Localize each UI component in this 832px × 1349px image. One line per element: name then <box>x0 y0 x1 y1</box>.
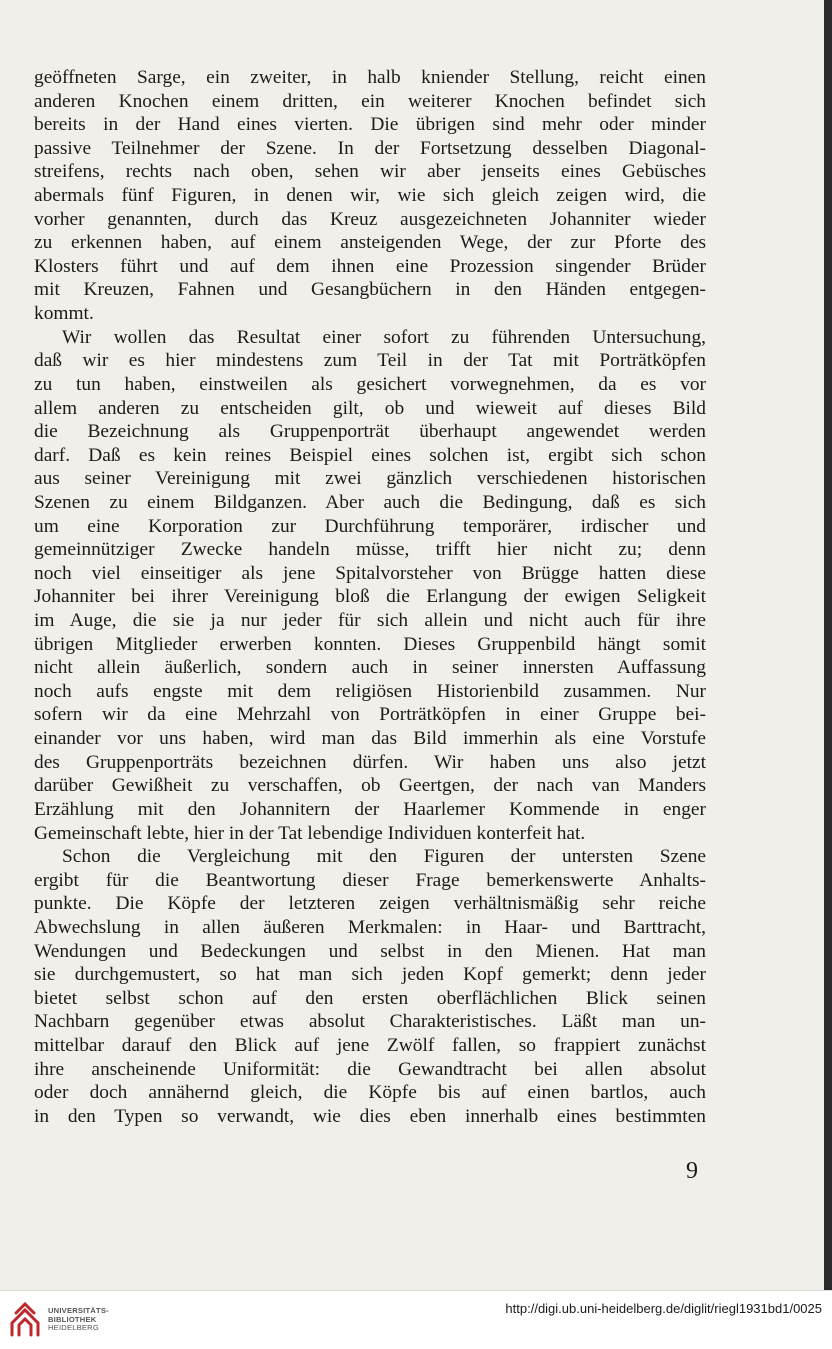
text-line: mit Kreuzen, Fahnen und Gesangbüchern in den Händen entgegen- <box>34 279 706 301</box>
text-line: darf. Daß es kein reines Beispiel eines solchen ist, ergibt sich schon <box>34 444 706 466</box>
text-line: abermals fünf Figuren, in denen wir, wie sich gleich zeigen wird, die <box>34 185 706 207</box>
library-name-line3: HEIDELBERG <box>48 1323 99 1333</box>
text-line: Klosters führt und auf dem ihnen eine Prozession singender Brüder <box>34 255 706 277</box>
text-line: ihre anscheinende Uniformität: die Gewandtracht bei allen absolut <box>34 1058 706 1080</box>
text-line: vorher genannten, durch das Kreuz ausgezeichneten Johanniter wieder <box>34 208 706 230</box>
body-text <box>34 66 706 1128</box>
text-line: oder doch annähernd gleich, die Köpfe bis auf einen bartlos, auch <box>34 1082 706 1104</box>
text-line: die Bezeichnung als Gruppenporträt überhaupt angewendet werden <box>34 421 706 443</box>
text-line: gemeinnütziger Zwecke handeln müsse, trifft hier nicht zu; denn <box>34 539 706 561</box>
text-line: ergibt für die Beantwortung dieser Frage bemerkenswerte Anhalts- <box>34 869 706 891</box>
library-name-line2: BIBLIOTHEK <box>48 1314 97 1324</box>
text-line: zu erkennen haben, auf einem ansteigenden Wege, der zur Pforte des <box>34 232 706 254</box>
text-line: nicht allein äußerlich, sondern auch in seiner innersten Auffassung <box>34 657 706 679</box>
text-line: Gemeinschaft lebte, hier in der Tat lebendige Individuen konterfeit hat. <box>34 822 586 844</box>
library-name[interactable] <box>48 1307 109 1333</box>
text-line: mittelbar darauf den Blick auf jene Zwölf fallen, so frappiert zunächst <box>34 1034 706 1056</box>
page-number: 9 <box>686 1158 698 1184</box>
text-line: Szenen zu einem Bildganzen. Aber auch die Bedingung, daß es sich <box>34 491 706 513</box>
text-line: übrigen Mitglieder erwerben konnten. Dieses Gruppenbild hängt somit <box>34 633 706 655</box>
text-line: noch viel einseitiger als jene Spitalvorsteher von Brügge hatten diese <box>34 562 706 584</box>
text-line: sofern wir da eine Mehrzahl von Porträtköpfen in einer Gruppe bei- <box>34 704 706 726</box>
text-line: noch aufs engste mit dem religiösen Historienbild zusammen. Nur <box>34 680 706 702</box>
text-line: sie durchgemustert, so hat man sich jeden Kopf gemerkt; denn jeder <box>34 964 706 986</box>
text-line: bereits in der Hand eines vierten. Die übrigen sind mehr oder minder <box>34 114 706 136</box>
text-line: einander vor uns haben, wird man das Bild immerhin als eine Vorstufe <box>34 728 706 750</box>
library-logo-icon[interactable] <box>8 1301 42 1339</box>
library-name-line1: UNIVERSITÄTS- <box>48 1306 109 1315</box>
text-line: im Auge, die sie ja nur jeder für sich allein und nicht auch für ihre <box>34 610 706 632</box>
text-line: Erzählung mit den Johannitern der Haarlemer Kommende in enger <box>34 798 706 820</box>
text-line: zu tun haben, einstweilen als gesichert vorwegnehmen, da es vor <box>34 373 706 395</box>
text-line: bietet selbst schon auf den ersten oberflächlichen Blick seinen <box>34 987 706 1009</box>
text-line: Wir wollen das Resultat einer sofort zu führenden Untersuchung, <box>62 326 706 348</box>
text-line: Abwechslung in allen äußeren Merkmalen: in Haar- und Barttracht, <box>34 916 706 938</box>
text-line: Wendungen und Bedeckungen und selbst in den Mienen. Hat man <box>34 940 706 962</box>
text-line: des Gruppenporträts bezeichnen dürfen. Wir haben uns also jetzt <box>34 751 706 773</box>
text-line: Schon die Vergleichung mit den Figuren der untersten Szene <box>62 846 706 868</box>
text-line: punkte. Die Köpfe der letzteren zeigen verhältnismäßig sehr reiche <box>34 893 706 915</box>
footer-bar <box>0 1290 832 1349</box>
text-line: Nachbarn gegenüber etwas absolut Charakteristisches. Läßt man un- <box>34 1011 706 1033</box>
text-line: streifens, rechts nach oben, sehen wir aber jenseits eines Gebüsches <box>34 161 706 183</box>
text-line: Johanniter bei ihrer Vereinigung bloß die Erlangung der ewigen Seligkeit <box>34 586 706 608</box>
text-line: allem anderen zu entscheiden gilt, ob und wieweit auf dieses Bild <box>34 397 706 419</box>
text-line: daß wir es hier mindestens zum Teil in der Tat mit Porträtköpfen <box>34 350 706 372</box>
text-line: geöffneten Sarge, ein zweiter, in halb kniender Stellung, reicht einen <box>34 67 706 88</box>
text-line: in den Typen so verwandt, wie dies eben innerhalb eines bestimmten <box>34 1105 706 1127</box>
text-line: darüber Gewißheit zu verschaffen, ob Geertgen, der nach van Manders <box>34 775 706 797</box>
text-line: um eine Korporation zur Durchführung temporärer, irdischer und <box>34 515 706 537</box>
text-line: passive Teilnehmer der Szene. In der Fortsetzung desselben Diagonal- <box>34 137 706 159</box>
permalink-url[interactable]: http://digi.ub.uni-heidelberg.de/diglit/riegl1931bd1/0025 <box>505 1301 822 1316</box>
text-line: anderen Knochen einem dritten, ein weiterer Knochen befindet sich <box>34 90 706 112</box>
text-line: kommt. <box>34 303 94 325</box>
text-line: aus seiner Vereinigung mit zwei gänzlich verschiedenen historischen <box>34 468 706 490</box>
